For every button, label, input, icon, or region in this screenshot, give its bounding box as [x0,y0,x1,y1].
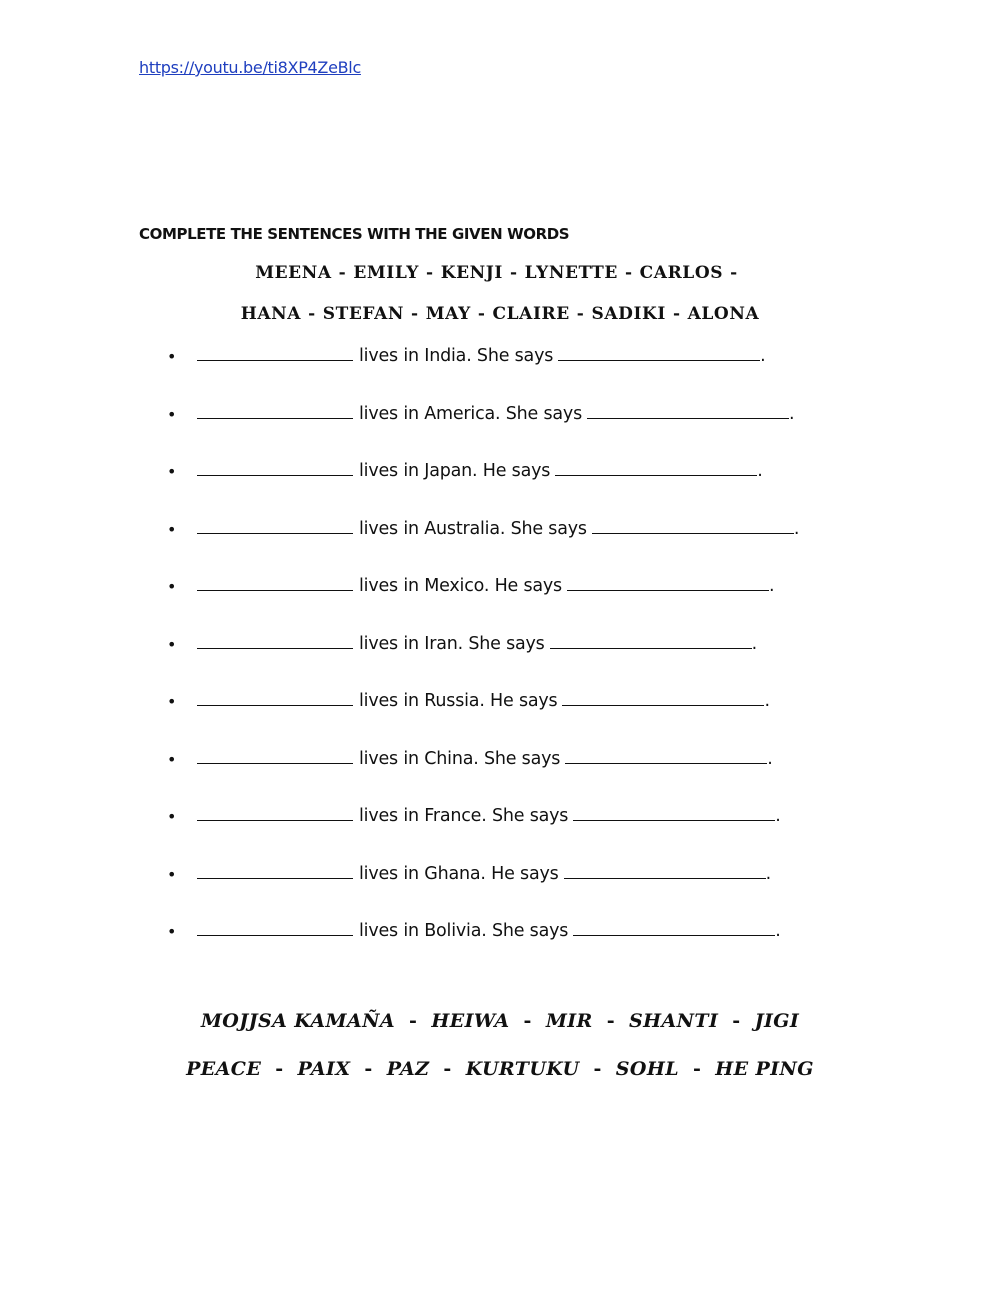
word-blank[interactable] [550,634,752,649]
greeting-word: MIR [545,1010,593,1032]
name-blank[interactable] [197,576,353,591]
bullet: • [167,577,177,596]
bullet: • [167,519,177,539]
name-word: SADIKI [591,304,666,324]
sentence-item [165,691,799,749]
sentence-item [165,346,799,404]
bullet: • [167,462,177,481]
youtube-link[interactable]: https://youtu.be/ti8XP4ZeBlc [139,58,361,77]
greeting-word: HEIWA [431,1010,510,1032]
sentence-item [165,461,799,519]
sentence-item [165,519,799,577]
bullet: • [167,634,177,654]
name-blank[interactable] [197,519,353,534]
sentence-end: . [767,748,773,769]
greeting-word: JIGI [754,1010,800,1032]
sentence-item [165,806,799,864]
name-word: EMILY [353,263,420,283]
name-word: CLAIRE [492,304,570,324]
separator: - [426,263,434,283]
names-line-1 [0,263,1000,283]
bullet: • [167,864,177,884]
sentence-end: . [751,633,757,654]
sentence-end: . [760,346,766,366]
word-blank[interactable] [565,749,767,764]
name-word: MEENA [255,263,332,283]
name-blank[interactable] [197,749,353,764]
sentence-end: . [775,921,781,941]
word-blank[interactable] [562,691,764,706]
separator: - [338,263,347,283]
separator: - [443,1058,452,1080]
sentence-end: . [757,461,763,481]
separator: - [576,304,585,324]
word-blank[interactable] [555,461,757,476]
sentence-item [165,921,799,979]
sentence-end: . [775,806,781,826]
name-word: STEFAN [322,304,405,324]
sentence-text: lives in India. She says [359,346,554,366]
separator: - [364,1058,373,1080]
sentence-text: lives in Australia. She says [359,518,587,539]
name-word: KENJI [440,263,503,283]
sentence-text: lives in Russia. He says [359,691,558,711]
greeting-word: MOJJSA KAMAÑA [200,1010,396,1032]
greeting-word: PAZ [386,1058,430,1080]
word-blank[interactable] [573,806,775,821]
name-blank[interactable] [197,864,353,879]
sentence-end: . [764,691,770,711]
bullet: • [167,807,177,826]
greeting-word: SHANTI [629,1010,719,1032]
name-word: HANA [240,304,302,324]
sentence-text: lives in Bolivia. She says [359,921,569,941]
word-blank[interactable] [564,864,766,879]
instruction-heading: COMPLETE THE SENTENCES WITH THE GIVEN WORDS [139,225,570,243]
sentence-item [165,404,799,462]
name-blank[interactable] [197,346,353,361]
greeting-word: PAIX [297,1058,351,1080]
separator: - [477,304,486,324]
greeting-word: KURTUKU [465,1058,580,1080]
bullet: • [167,749,177,769]
separator: - [606,1010,616,1032]
sentence-text: lives in China. She says [359,748,561,769]
name-blank[interactable] [197,461,353,476]
separator: - [509,263,518,283]
sentence-item [165,749,799,807]
separator: - [411,304,419,324]
sentence-text: lives in America. She says [359,403,583,424]
separator: - [692,1058,702,1080]
name-word: ALONA [687,304,760,324]
sentence-item [165,634,799,692]
name-word: LYNETTE [524,263,618,283]
bullet: • [167,347,177,366]
sentence-text: lives in Iran. She says [359,633,545,654]
names-line-2 [0,304,1000,324]
separator: - [593,1058,602,1080]
greetings-line-1 [0,1010,1000,1032]
name-blank[interactable] [197,404,353,419]
greeting-word: SOHL [615,1058,679,1080]
separator: - [275,1058,284,1080]
sentence-text: lives in Ghana. He says [359,863,559,884]
name-word: CARLOS [639,263,724,283]
sentence-end: . [789,403,795,424]
sentence-list [165,346,799,979]
word-blank[interactable] [587,404,789,419]
sentence-text: lives in France. She says [359,806,569,826]
separator: - [730,263,738,283]
greetings-line-2 [0,1058,1000,1080]
sentence-text: lives in Japan. He says [359,461,551,481]
word-blank[interactable] [573,921,775,936]
word-blank[interactable] [592,519,794,534]
sentence-end: . [793,518,800,539]
separator: - [523,1010,532,1032]
separator: - [625,263,633,283]
word-blank[interactable] [567,576,769,591]
separator: - [409,1010,418,1032]
bullet: • [167,692,177,711]
sentence-text: lives in Mexico. He says [359,576,562,596]
word-blank[interactable] [558,346,760,361]
sentence-item [165,864,799,922]
separator: - [672,304,681,324]
separator: - [308,304,316,324]
bullet: • [167,404,177,424]
name-blank[interactable] [197,634,353,649]
sentence-end: . [768,576,775,596]
greeting-word: HE PING [715,1058,814,1080]
name-blank[interactable] [197,806,353,821]
greeting-word: PEACE [186,1058,262,1080]
sentence-item [165,576,799,634]
sentence-end: . [765,863,771,884]
separator: - [732,1010,741,1032]
name-word: MAY [425,304,471,324]
bullet: • [167,922,177,941]
name-blank[interactable] [197,691,353,706]
name-blank[interactable] [197,921,353,936]
